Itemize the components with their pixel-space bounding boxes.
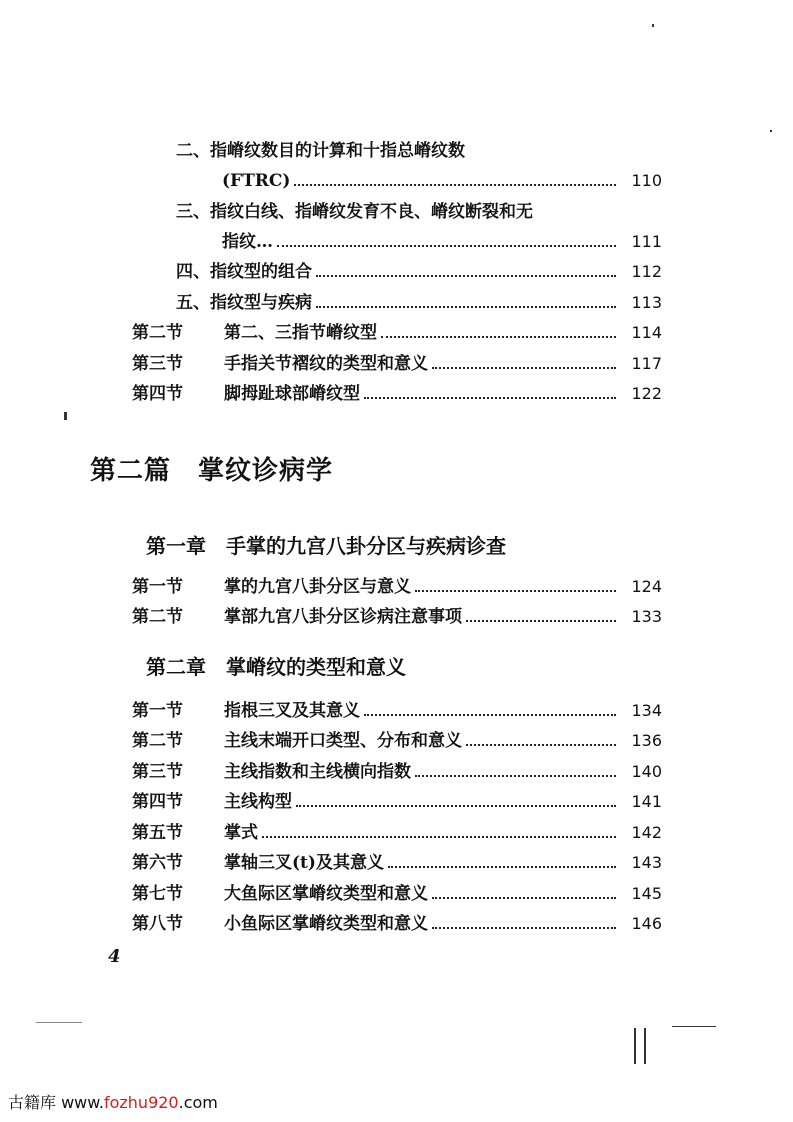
toc-entry-title: 四、指纹型的组合 xyxy=(176,262,312,282)
toc-entry-title: 掌部九宫八卦分区诊病注意事项 xyxy=(224,607,462,627)
toc-entry-disease[interactable] xyxy=(176,292,662,314)
toc-item-heading-2: 二、指嵴纹数目的计算和十指总嵴纹数 xyxy=(176,141,465,161)
leader-dots xyxy=(262,836,616,838)
toc-entry-combo[interactable] xyxy=(176,261,662,283)
toc-entry-page: 146 xyxy=(631,914,662,933)
toc-entry-section[interactable] xyxy=(132,353,662,375)
leader-dots xyxy=(466,620,616,622)
toc-entry-title: 主线末端开口类型、分布和意义 xyxy=(224,731,462,751)
toc-entry-section[interactable] xyxy=(132,913,662,935)
toc-section-label: 第三节 xyxy=(132,354,183,374)
leader-dots xyxy=(466,744,616,746)
toc-entry-title: 五、指纹型与疾病 xyxy=(176,293,312,313)
toc-section-label: 第二节 xyxy=(132,731,183,751)
toc-entry-section[interactable] xyxy=(132,730,662,752)
chapter-1-title: 第一章 手掌的九宫八卦分区与疾病诊查 xyxy=(146,534,506,558)
toc-section-label: 第四节 xyxy=(132,384,183,404)
leader-dots xyxy=(415,590,616,592)
toc-entry-page: 114 xyxy=(631,323,662,342)
chapter-2-title: 第二章 掌嵴纹的类型和意义 xyxy=(146,655,406,679)
toc-entry-title: (FTRC) xyxy=(222,171,291,191)
scan-line xyxy=(634,1028,636,1064)
toc-entry-page: 145 xyxy=(631,884,662,903)
toc-entry-title: 主线构型 xyxy=(224,792,292,812)
toc-entry-page: 110 xyxy=(631,171,662,190)
toc-entry-title: 大鱼际区掌嵴纹类型和意义 xyxy=(224,884,428,904)
leader-dots xyxy=(294,184,616,186)
leader-dots xyxy=(432,367,616,369)
part-title: 第二篇 掌纹诊病学 xyxy=(90,456,334,486)
toc-entry-title: 主线指数和主线横向指数 xyxy=(224,762,411,782)
scan-line xyxy=(36,1022,82,1023)
toc-entry-section[interactable] xyxy=(132,383,662,405)
toc-entry-page: 111 xyxy=(631,232,662,251)
toc-entry-page: 141 xyxy=(631,792,662,811)
leader-dots xyxy=(296,805,616,807)
toc-entry-title: 掌的九宫八卦分区与意义 xyxy=(224,577,411,597)
toc-entry-title: 手指关节褶纹的类型和意义 xyxy=(224,354,428,374)
toc-entry-page: 136 xyxy=(631,731,662,750)
toc-entry-title: 掌式 xyxy=(224,823,258,843)
leader-dots xyxy=(364,397,616,399)
leader-dots xyxy=(381,336,616,338)
leader-dots xyxy=(415,775,616,777)
toc-entry-section[interactable] xyxy=(132,822,662,844)
toc-entry-page: 112 xyxy=(631,262,662,281)
toc-entry-section[interactable] xyxy=(132,852,662,874)
toc-entry-title: 指纹… xyxy=(222,232,273,252)
toc-entry-page: 122 xyxy=(631,384,662,403)
leader-dots xyxy=(432,897,616,899)
toc-entry-page: 143 xyxy=(631,853,662,872)
leader-dots xyxy=(432,927,616,929)
toc-item-heading-3: 三、指纹白线、指嵴纹发育不良、嵴纹断裂和无 xyxy=(176,202,533,222)
toc-section-label: 第一节 xyxy=(132,577,183,597)
toc-entry-page: 142 xyxy=(631,823,662,842)
toc-section-label: 第三节 xyxy=(132,762,183,782)
toc-section-label: 第二节 xyxy=(132,323,183,343)
watermark-suffix: .com xyxy=(178,1093,218,1112)
watermark-middle: fozhu920 xyxy=(103,1093,179,1112)
toc-section-label: 第七节 xyxy=(132,884,183,904)
toc-entry-page: 134 xyxy=(631,701,662,720)
watermark-prefix: 古籍库 www. xyxy=(8,1093,104,1112)
toc-section-label: 第五节 xyxy=(132,823,183,843)
toc-entry-section[interactable] xyxy=(132,883,662,905)
toc-entry-section[interactable] xyxy=(132,576,662,598)
toc-entry-page: 113 xyxy=(631,293,662,312)
toc-entry-title: 脚拇趾球部嵴纹型 xyxy=(224,384,360,404)
toc-entry-page: 124 xyxy=(631,577,662,596)
toc-entry-page: 133 xyxy=(631,607,662,626)
toc-entry-section[interactable] xyxy=(132,791,662,813)
scan-line xyxy=(672,1026,716,1027)
scan-speck xyxy=(652,24,654,27)
toc-section-label: 第六节 xyxy=(132,853,183,873)
leader-dots xyxy=(316,275,616,277)
toc-entry-title: 第二、三指节嵴纹型 xyxy=(224,323,377,343)
leader-dots xyxy=(388,866,616,868)
scan-speck xyxy=(64,412,67,420)
scan-line xyxy=(644,1028,646,1064)
toc-section-label: 第二节 xyxy=(132,607,183,627)
toc-entry-title: 指根三叉及其意义 xyxy=(224,701,360,721)
toc-entry-zhiwen[interactable] xyxy=(222,231,662,253)
scan-speck xyxy=(770,130,772,132)
toc-entry-ftrc[interactable] xyxy=(222,170,662,192)
toc-entry-page: 117 xyxy=(631,354,662,373)
toc-entry-section[interactable] xyxy=(132,322,662,344)
toc-entry-section[interactable] xyxy=(132,700,662,722)
toc-entry-page: 140 xyxy=(631,762,662,781)
watermark xyxy=(8,1090,218,1113)
toc-entry-section[interactable] xyxy=(132,606,662,628)
toc-entry-title: 掌轴三叉(t)及其意义 xyxy=(224,853,384,873)
toc-section-label: 第八节 xyxy=(132,914,183,934)
page-number: 4 xyxy=(108,946,121,967)
toc-entry-section[interactable] xyxy=(132,761,662,783)
leader-dots xyxy=(316,306,616,308)
toc-section-label: 第四节 xyxy=(132,792,183,812)
leader-dots xyxy=(364,714,616,716)
leader-dots xyxy=(277,245,616,247)
toc-entry-title: 小鱼际区掌嵴纹类型和意义 xyxy=(224,914,428,934)
toc-section-label: 第一节 xyxy=(132,701,183,721)
